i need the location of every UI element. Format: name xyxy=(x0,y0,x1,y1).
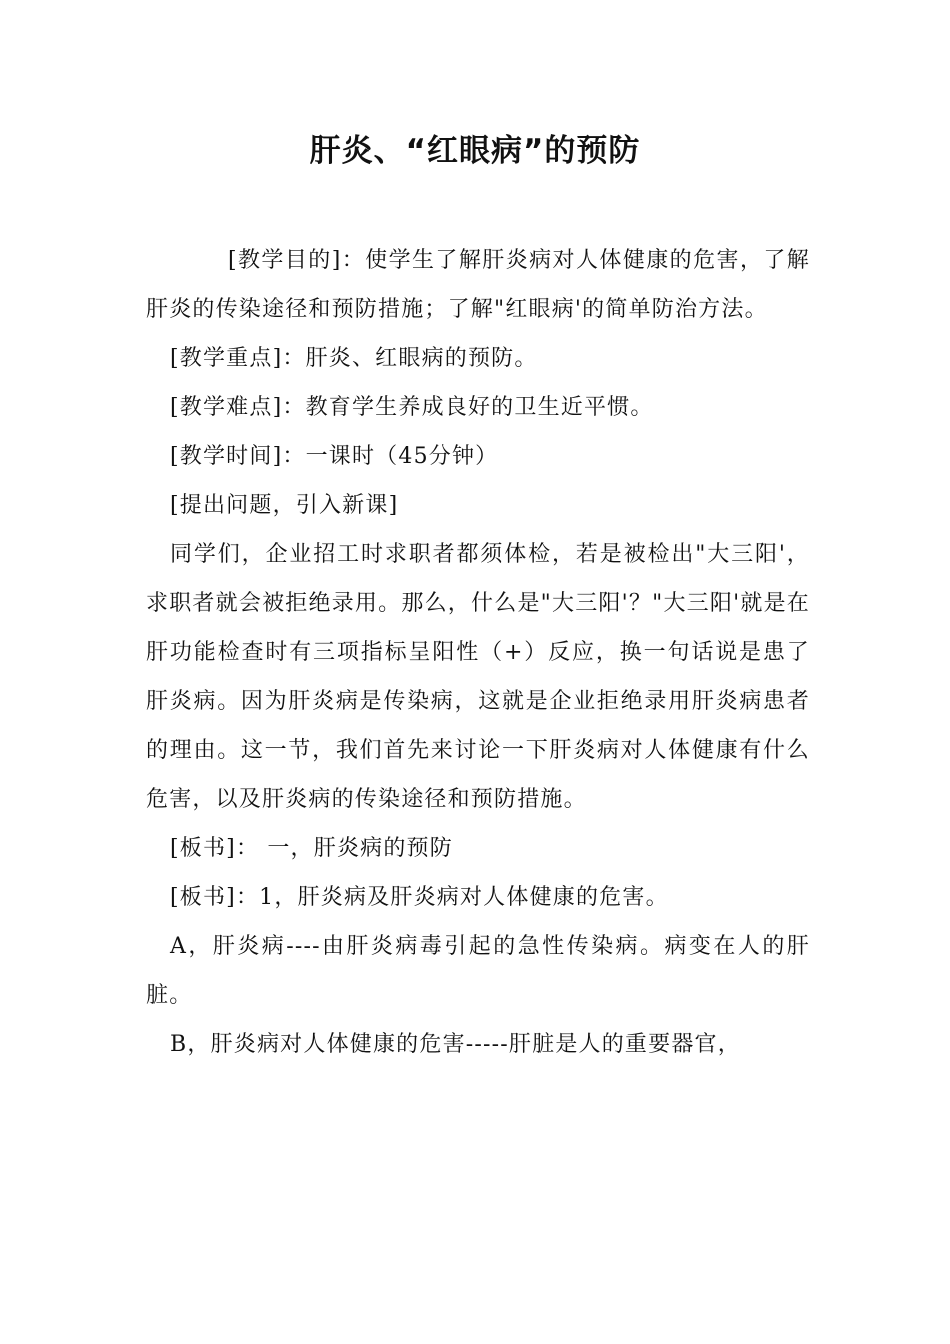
paragraph-item-b: B，肝炎病对人体健康的危害-----肝脏是人的重要器官， xyxy=(170,1032,741,1057)
paragraph-teaching-difficulty: [教学难点]：教育学生养成良好的卫生近平惯。 xyxy=(170,395,654,420)
paragraph-introduction-text: 同学们，企业招工时求职者都须体检，若是被检出"大三阳'，求职者就会被拒绝录用。那么，什么是"大三阳'？"大三阳'就是在肝功能检查时有三项指标呈阳性（+）反应，换一句话说是患了肝炎病。因为肝炎病是传染病，这就是企业拒绝录用肝炎病患者的理由。这一节，我们首先来讨论一下肝炎病对人体健康有什么危害，以及肝炎病的传染途径和预防措施。 xyxy=(146,542,810,812)
paragraph-teaching-time: [教学时间]：一课时（45分钟） xyxy=(170,444,499,469)
paragraph-introduction-heading: [提出问题，引入新课] xyxy=(170,493,399,518)
paragraph-board-item-1: [板书]：1，肝炎病及肝炎病对人体健康的危害。 xyxy=(170,885,669,910)
paragraph-teaching-focus: [教学重点]：肝炎、红眼病的预防。 xyxy=(170,346,538,371)
document-title: 肝炎、“红眼病”的预防 xyxy=(309,133,641,169)
document-body xyxy=(146,236,810,1069)
paragraph-teaching-objective: [教学目的]：使学生了解肝炎病对人体健康的危害，了解肝炎的传染途径和预防措施；了解"红眼病'的简单防治方法。 xyxy=(146,248,810,322)
paragraph-item-a: A，肝炎病----由肝炎病毒引起的急性传染病。病变在人的肝脏。 xyxy=(146,934,810,1008)
paragraph-board-heading: [板书]： 一，肝炎病的预防 xyxy=(170,836,453,861)
